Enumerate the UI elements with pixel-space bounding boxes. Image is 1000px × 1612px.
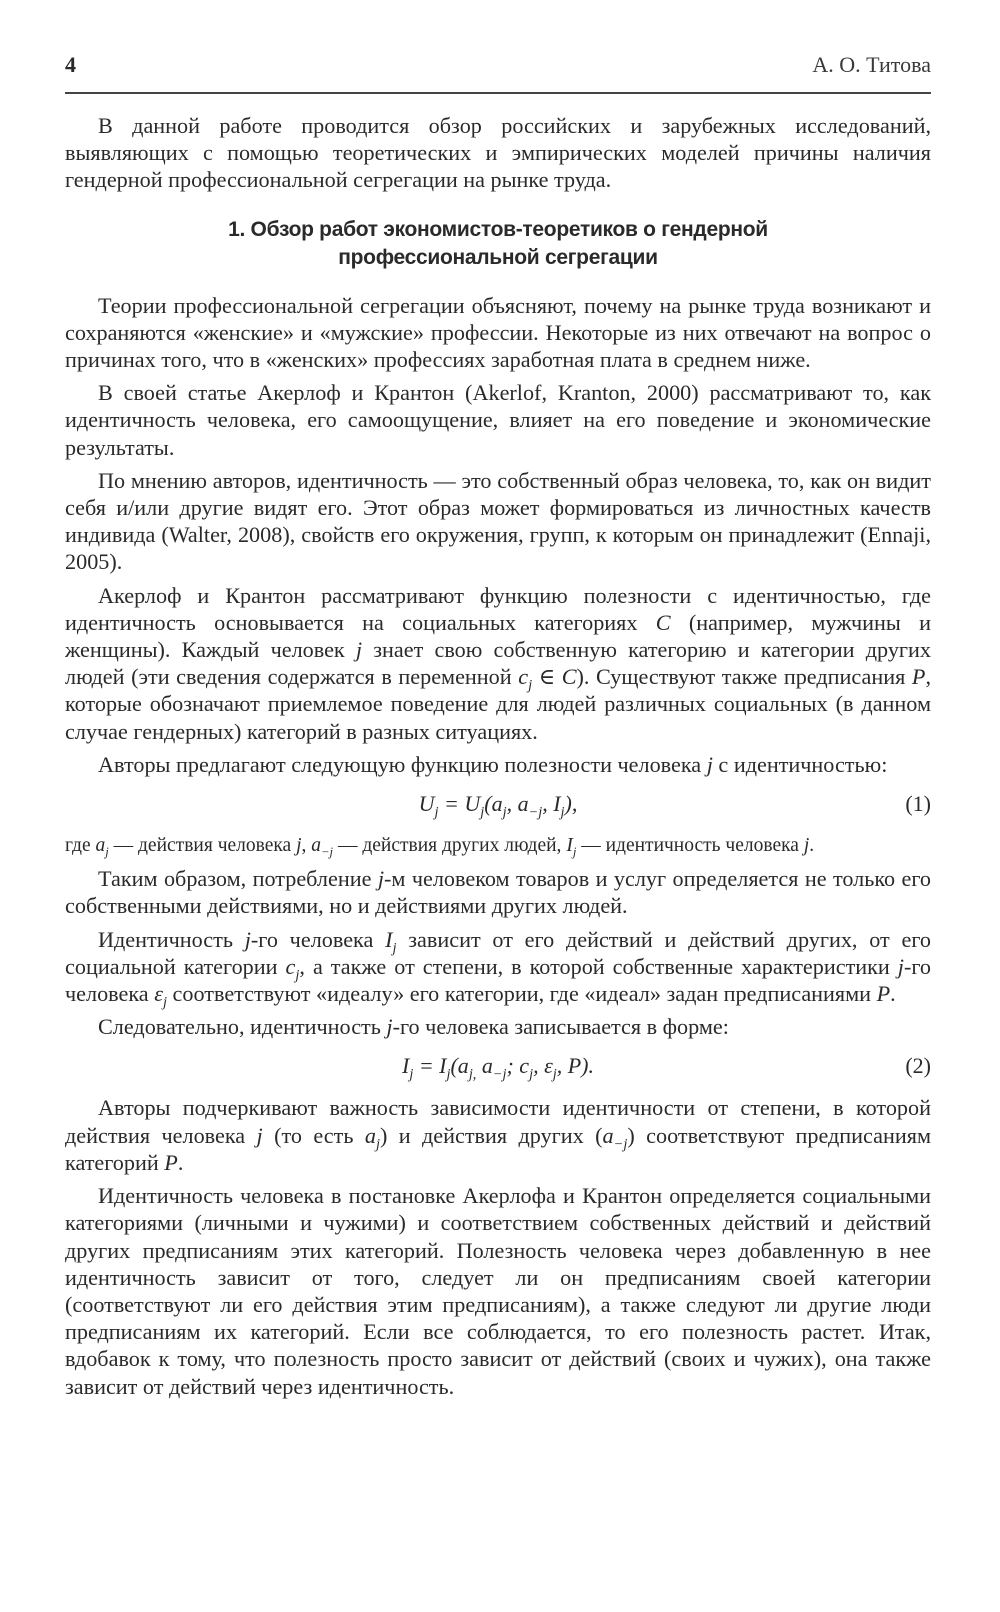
paragraph-3: По мнению авторов, идентичность — это собственный образ человека, то, как он видит себя и/или другие видят его. Этот образ может формироваться из личностных качеств индивида (Walter, 2008), свойств его окружения, групп, к которым он принадлежит (Ennaji, 2005). [65, 467, 931, 575]
p4-text-e: , которые обозначают приемлемое поведение для людей различных социальных (в данном случае гендерных) категорий в разных ситуациях. [65, 664, 931, 744]
equation-2-expression: $I_j = I_j(a_{j,}$ $a_{-j}$; $c_j$, $\varepsilon_j$, P). [402, 1053, 594, 1083]
p4-text-b: (например, мужчины и женщины). Каждый человек [65, 609, 931, 663]
equation-1-number: (1) [905, 791, 931, 817]
p4-text-a: Акерлоф и Крантон рассматривают функцию полезности с идентичностью, где идентичность основывается на социальных категориях [65, 582, 931, 635]
paragraph-8: Идентичность j-го человека $I_j$ зависит от его действий и действий других, от его социальной категории $c_j$, а также от степени, в которой собственные характеристики j-го человека $\varepsilon_j$ соответствуют «идеалу» его категории, где «идеал» задан предписаниями P. [65, 926, 931, 1011]
running-head: А. О. Титова [812, 52, 931, 77]
equation-2-number: (2) [905, 1053, 931, 1079]
intro-paragraph: В данной работе проводится обзор российских и зарубежных исследований, выявляющих с помощью теоретических и эмпирических моделей причины наличия гендерной профессиональной сегрегации на рынке труда. [65, 113, 931, 193]
page-header [65, 52, 931, 86]
paragraph-10: Авторы подчеркивают важность зависимости идентичности от степени, в которой действия человека j (то есть $a_j$) и действия других $(a_{-j})$ соответствуют предписаниям категорий P. [65, 1095, 931, 1175]
header-rule [65, 92, 931, 94]
paragraph-4 [65, 582, 931, 745]
section-title-line1: 1. Обзор работ экономистов-теоретиков о гендерной [228, 217, 768, 241]
page [65, 52, 931, 1406]
p4-text-c: знает свою собственную категорию и категории других людей (эти сведения содержатся в переменной [65, 637, 931, 690]
equation-2 [65, 1046, 931, 1090]
equation-1-expression: $U_j = U_j(a_j$, $a_{-j}$, $I_j$), [418, 791, 578, 821]
section-title-line2: профессиональной сегрегации [338, 245, 658, 269]
symbol-cj: $c_j$ ∈ C [518, 664, 577, 694]
symbol-j: j [355, 637, 363, 663]
section-heading [65, 216, 931, 272]
p4-text-d: ). Существуют также предписания [576, 664, 912, 690]
page-number: 4 [65, 52, 76, 77]
paragraph-2: В своей статье Акерлоф и Крантон (Akerlof, Kranton, 2000) рассматривают то, как идентичность человека, его самоощущение, влияет на его поведение и экономические результаты. [65, 380, 931, 460]
symbol-C: C [655, 609, 671, 635]
paragraph-6: где $a_j$ — действия человека j, $a_{-j}$ — действия других людей, $I_j$ — идентичность человека j. [65, 835, 815, 859]
symbol-P: P [911, 664, 926, 690]
article-body [65, 112, 931, 1400]
paragraph-1: Теории профессиональной сегрегации объясняют, почему на рынке труда возникают и сохраняются «женские» и «мужские» профессии. Некоторые из них отвечают на вопрос о причинах того, что в «женских» профессиях заработная плата в среднем ниже. [65, 292, 931, 373]
paragraph-11: Идентичность человека в постановке Акерлофа и Крантон определяется социальными категориями (личными и чужими) и соответствием собственных действий и действий других предписаниям этих категорий. Полезность человека через добавленную в нее идентичность зависит от того, следует ли он предписаниям своей категории (соответствуют ли его действия этим предписаниям), а также следуют ли другие люди предписаниям их категорий. Если все соблюдается, то его полезность растет. Итак, вдобавок к тому, что полезность просто зависит от действий (своих и чужих), она также зависит от действий через идентичность. [65, 1183, 931, 1399]
paragraph-7: Таким образом, потребление j-м человеком товаров и услуг определяется не только его собственными действиями, но и действиями других людей. [65, 866, 931, 919]
equation-1 [65, 784, 931, 828]
paragraph-9: Следовательно, идентичность j-го человека записывается в форме: [98, 1014, 729, 1040]
paragraph-5: Авторы предлагают следующую функцию полезности человека j с идентичностью: [98, 751, 888, 777]
